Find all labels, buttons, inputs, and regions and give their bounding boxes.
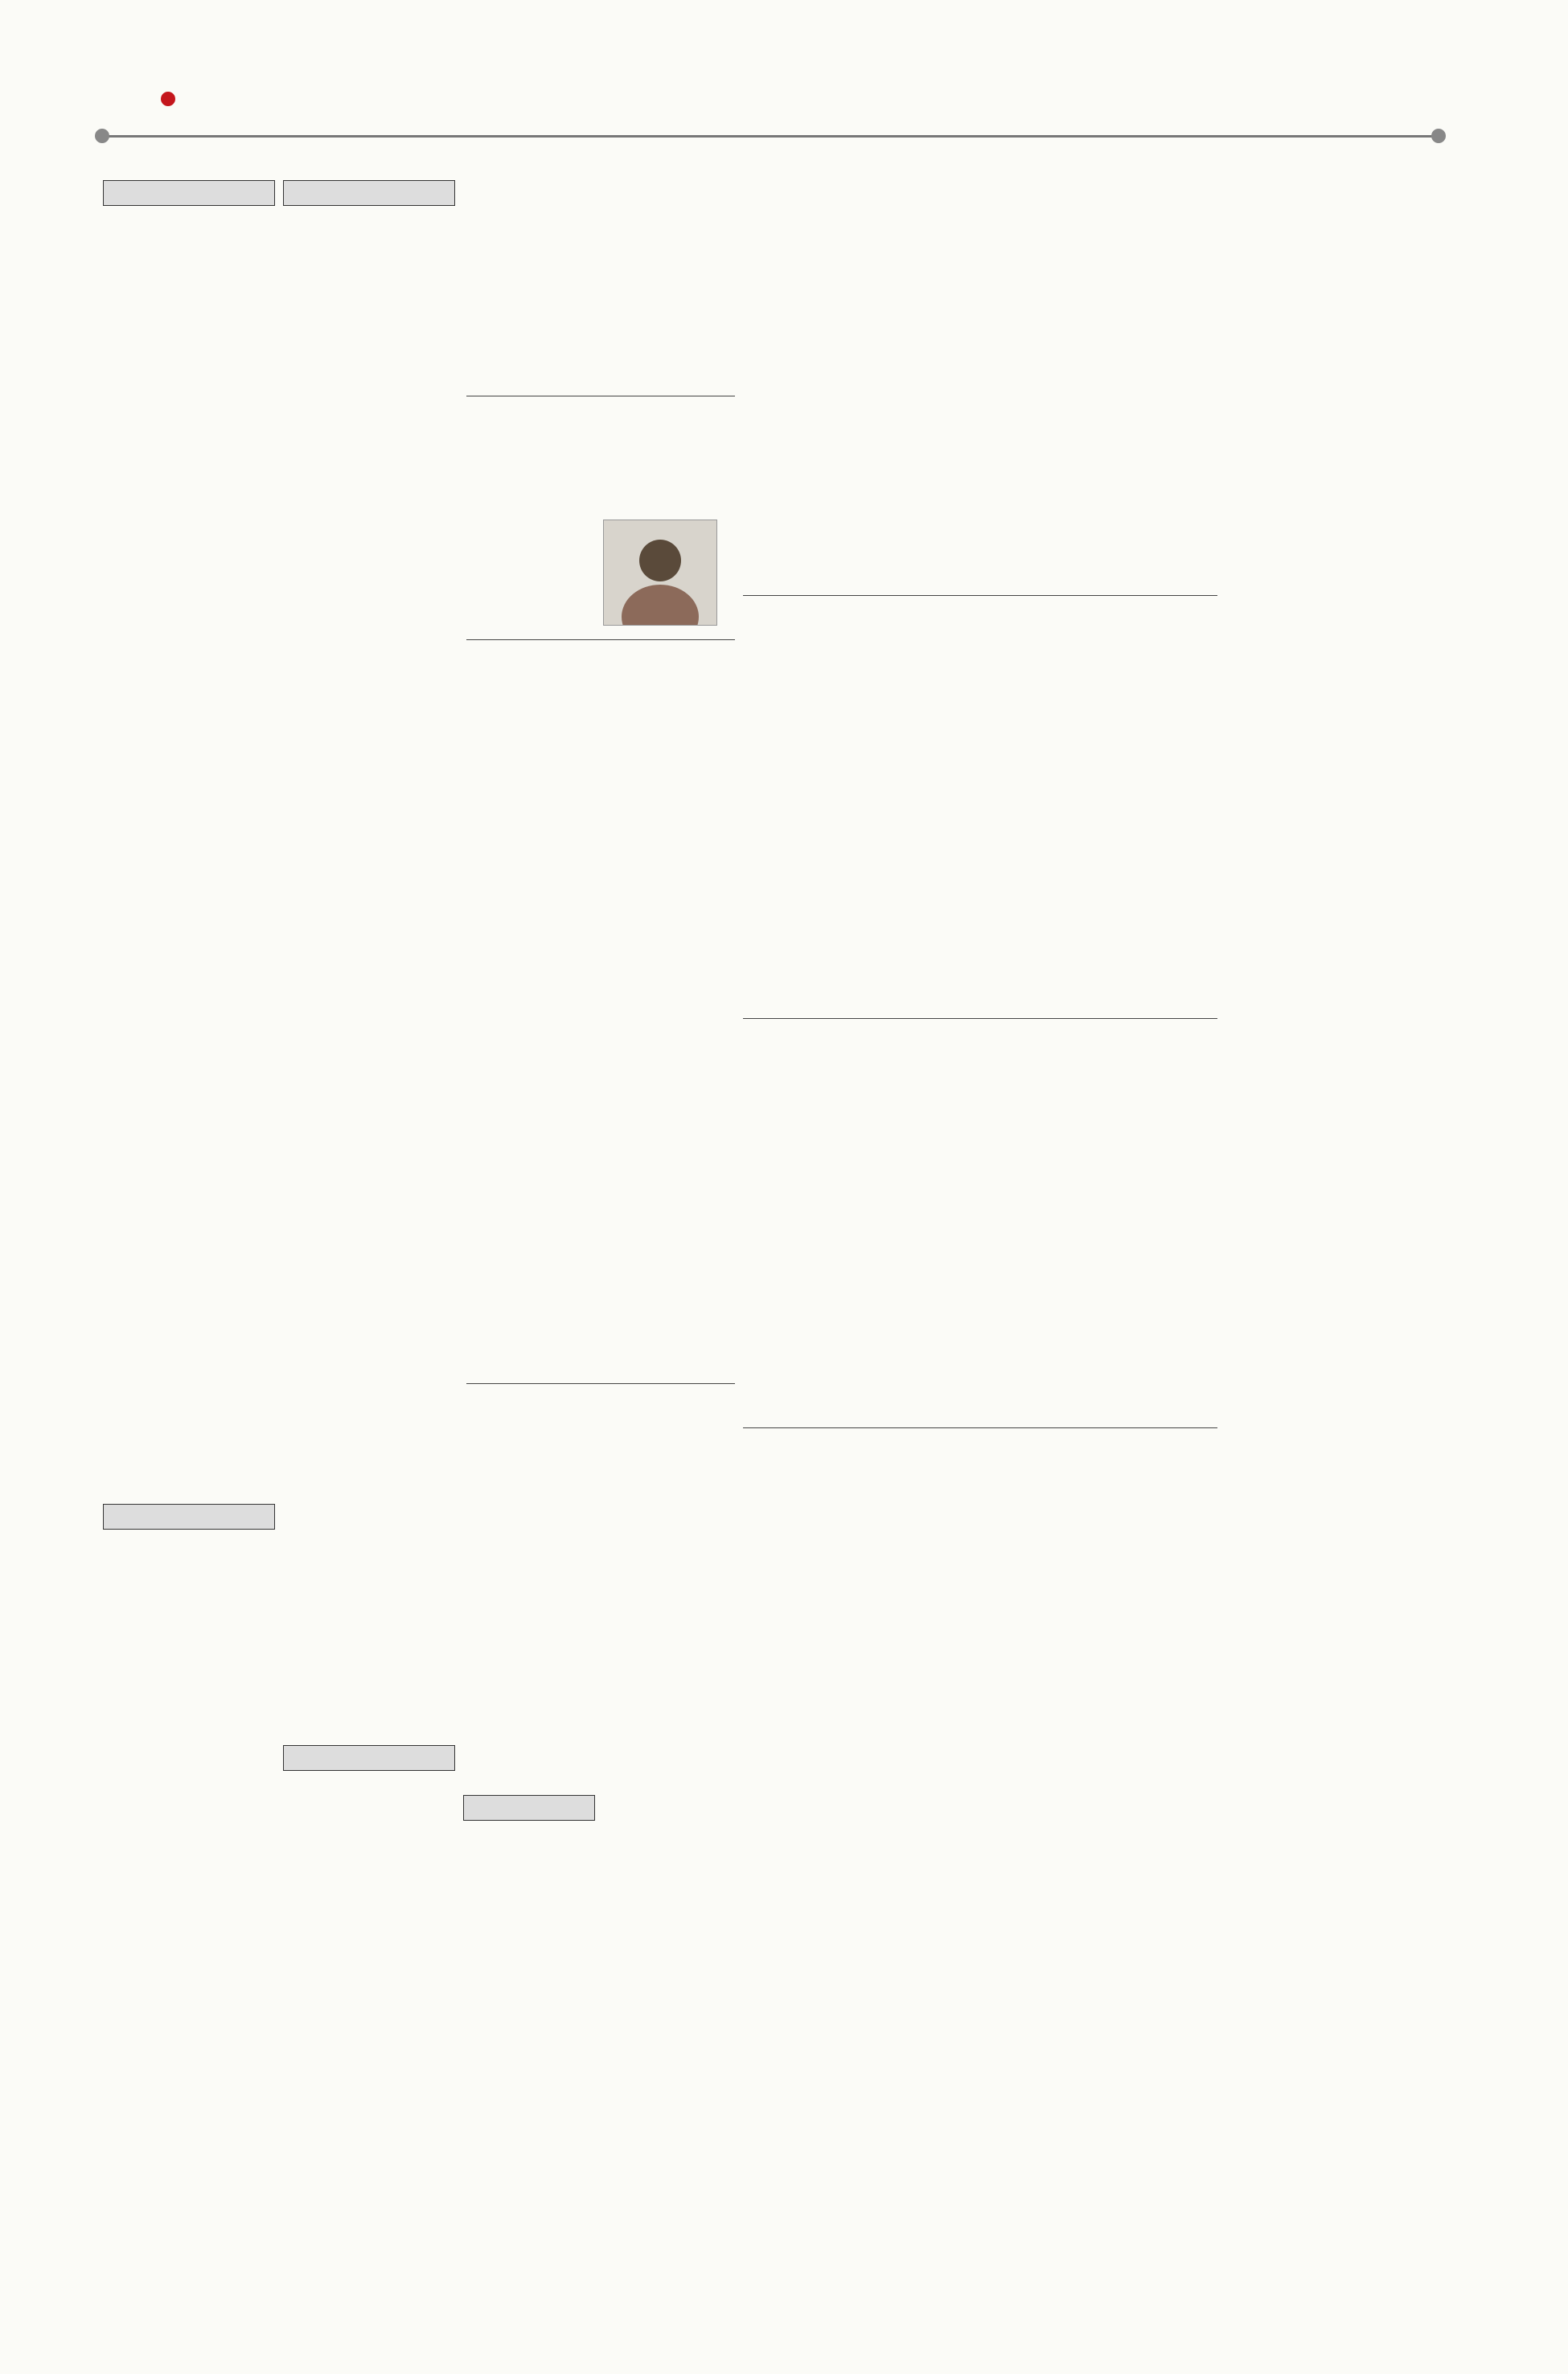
article-body (466, 179, 735, 388)
article-body (743, 1022, 1217, 1384)
rule-dot-left (95, 129, 109, 143)
article-atish (466, 174, 735, 1078)
reporter-photo (603, 520, 717, 626)
classified-heading-2 (283, 1745, 455, 1771)
classified-list-2 (283, 1776, 455, 2339)
header-rule (105, 135, 1439, 138)
masthead (0, 0, 1568, 161)
classified-col-1 (103, 180, 275, 2351)
article-body (466, 1389, 735, 1743)
classified-list (463, 1826, 595, 2340)
classified-heading (283, 180, 455, 206)
article-bear (743, 595, 1217, 1013)
rule-dot-right (1431, 129, 1446, 143)
article-green-revolution (466, 1383, 735, 1785)
headline (466, 1383, 735, 1389)
bullet-icon (161, 92, 175, 106)
article-body (466, 406, 595, 631)
article-final-phase (743, 1427, 1217, 2352)
headline (466, 639, 735, 645)
classified-col-2 (283, 180, 455, 2351)
classified-col-3 (463, 1795, 595, 2350)
article-body (743, 1431, 1217, 2308)
classified-heading-2 (103, 1504, 275, 1530)
classified-heading (103, 180, 275, 206)
article-body (743, 174, 1217, 552)
article-body (466, 645, 735, 886)
article-structure (743, 1018, 1217, 1420)
headline (466, 396, 735, 401)
classified-list-2 (103, 1534, 275, 2339)
article-bus-truck (1182, 174, 1441, 511)
classified-list (103, 211, 275, 1497)
classified-heading (463, 1795, 595, 1821)
article-body (743, 599, 1217, 977)
article-detention (743, 174, 1217, 592)
classified-list (283, 211, 455, 1739)
